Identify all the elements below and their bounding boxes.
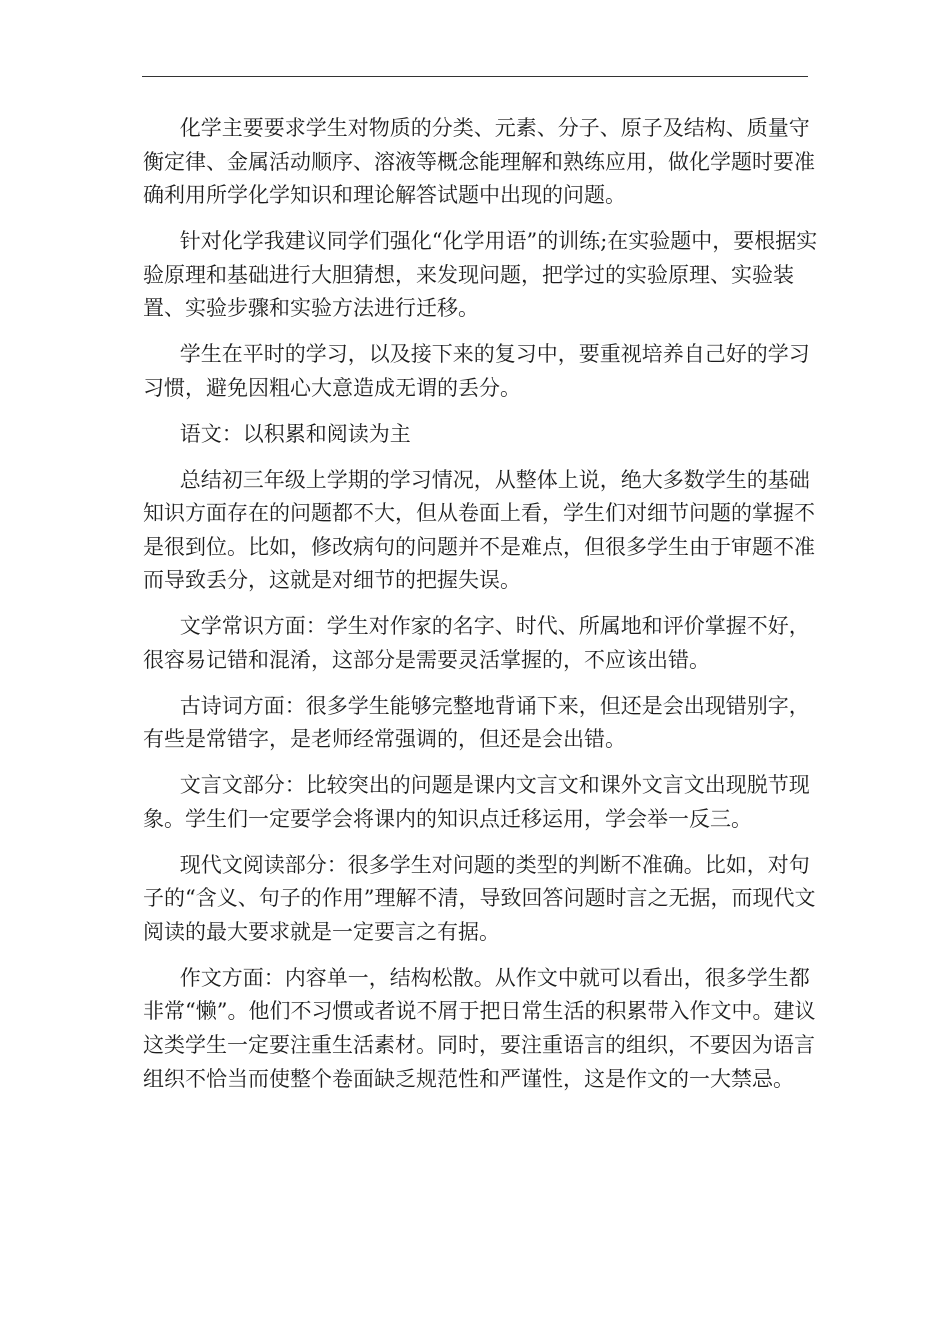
paragraph-classical-chinese: 文言文部分：比较突出的问题是课内文言文和课外文言文出现脱节现象。学生们一定要学会将课内的知识点迁移运用，学会举一反三。 xyxy=(143,773,810,831)
paragraph-chinese-summary: 总结初三年级上学期的学习情况，从整体上说，绝大多数学生的基础知识方面存在的问题都不大，但从卷面上看，学生们对细节问题的掌握不是很到位。比如，修改病句的问题并不是难点，但很多学生由于审题不准而导致丢分，这就是对细节的把握失误。 xyxy=(143,467,815,593)
section-heading-chinese: 语文：以积累和阅读为主 xyxy=(179,421,411,446)
paragraph-study-habits: 学生在平时的学习，以及接下来的复习中，要重视培养自己好的学习习惯，避免因粗心大意造成无谓的丢分。 xyxy=(143,342,810,400)
paragraph-chemistry-advice: 针对化学我建议同学们强化“化学用语”的训练;在实验题中，要根据实验原理和基础进行大胆猜想，来发现问题，把学过的实验原理、实验装置、实验步骤和实验方法进行迁移。 xyxy=(143,229,818,321)
paragraph-chemistry-requirements: 化学主要要求学生对物质的分类、元素、分子、原子及结构、质量守衡定律、金属活动顺序、溶液等概念能理解和熟练应用，做化学题时要准确利用所学化学知识和理论解答试题中出现的问题。 xyxy=(143,116,815,208)
paragraph-composition: 作文方面：内容单一，结构松散。从作文中就可以看出，很多学生都非常“懒”。他们不习惯或者说不屑于把日常生活的积累带入作文中。建议这类学生一定要注重生活素材。同时，要注重语言的组织，不要因为语言组织不恰当而使整个卷面缺乏规范性和严谨性，这是作文的一大禁忌。 xyxy=(143,965,816,1091)
paragraph-modern-reading: 现代文阅读部分：很多学生对问题的类型的判断不准确。比如，对句子的“含义、句子的作用”理解不清，导致回答问题时言之无据，而现代文阅读的最大要求就是一定要言之有据。 xyxy=(143,852,816,944)
paragraph-classical-poetry: 古诗词方面：很多学生能够完整地背诵下来，但还是会出现错别字，有些是常错字，是老师经常强调的，但还是会出错。 xyxy=(143,693,810,752)
header-rule xyxy=(142,76,808,77)
document-body xyxy=(143,112,818,1108)
paragraph-literary-knowledge: 文学常识方面：学生对作家的名字、时代、所属地和评价掌握不好，很容易记错和混淆，这部分是需要灵活掌握的，不应该出错。 xyxy=(143,614,810,672)
